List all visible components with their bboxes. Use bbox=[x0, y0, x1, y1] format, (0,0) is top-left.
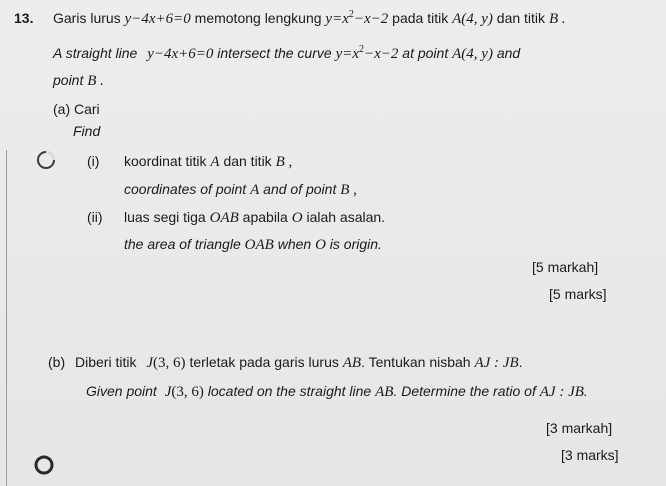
marks-b-english: [3 marks] bbox=[561, 447, 619, 463]
part-a-i-malay: koordinat titik A dan titik B , bbox=[124, 153, 293, 170]
marks-b-malay: [3 markah] bbox=[546, 420, 613, 436]
part-a-i-number: (i) bbox=[87, 153, 100, 169]
marks-a-malay: [5 markah] bbox=[532, 259, 599, 275]
part-b-english: Given point J(3, 6) located on the straight line AB. Determine the ratio of AJ : JB. bbox=[86, 383, 588, 400]
margin-line bbox=[6, 150, 7, 486]
part-a-label: (a) Cari bbox=[53, 101, 100, 117]
binder-hole-icon bbox=[33, 454, 55, 476]
part-a-ii-number: (ii) bbox=[87, 209, 103, 225]
curve-equation: $y=x^2-x-2$ bbox=[325, 9, 389, 27]
part-a-i-english: coordinates of point A and of point B , bbox=[124, 181, 357, 198]
part-b-malay: (b) Diberi titik J(3, 6) terletak pada garis lurus AB. Tentukan nisbah AJ : JB. bbox=[48, 354, 523, 371]
marks-a-english: [5 marks] bbox=[549, 286, 607, 302]
point-b: B . bbox=[548, 11, 566, 27]
part-a-ii-malay: luas segi tiga OAB apabila O ialah asalan. bbox=[124, 209, 386, 226]
question-stem-english-cont: point B . bbox=[53, 72, 104, 89]
binder-hole-icon bbox=[35, 149, 57, 171]
question-number: 13. bbox=[14, 10, 34, 26]
point-a: A(4, y) bbox=[452, 11, 493, 27]
part-a-label-english: Find bbox=[73, 123, 101, 139]
question-stem-malay: Garis lurus y−4x+6=0 memotong lengkung $y=x^2-x-2$ pada titik A(4, y) dan titik B . bbox=[53, 9, 566, 27]
part-a-ii-english: the area of triangle OAB when O is origin. bbox=[124, 236, 382, 253]
line-equation: y−4x+6=0 bbox=[124, 11, 191, 27]
question-stem-english: A straight line y−4x+6=0 intersect the curve $y=x^2-x-2$ at point A(4, y) and bbox=[53, 44, 521, 62]
